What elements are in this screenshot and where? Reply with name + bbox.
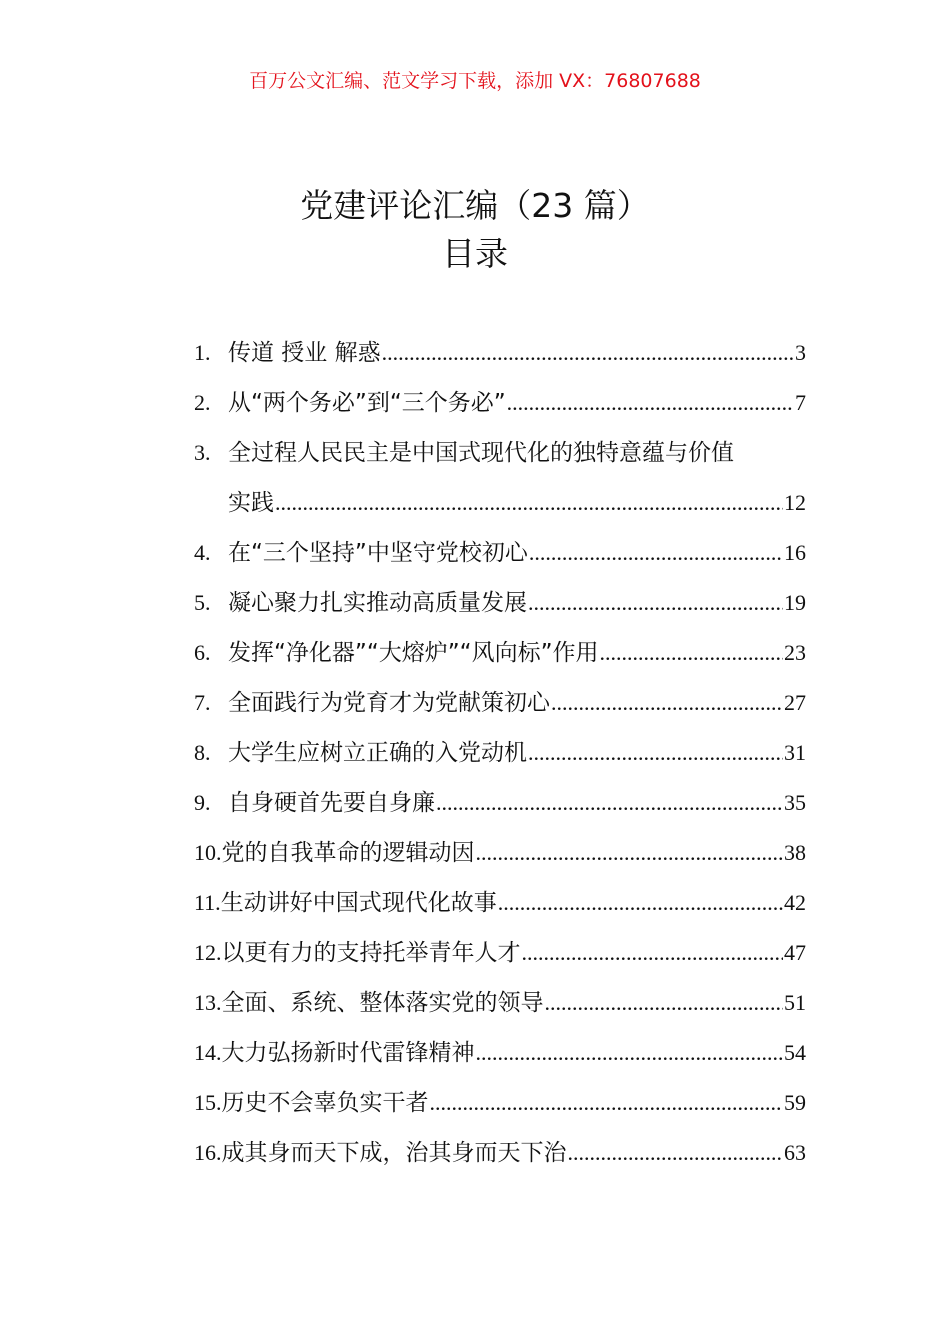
toc-entry-number: 5.	[194, 590, 211, 615]
toc-entry-page: 59	[784, 1090, 806, 1115]
toc-entry-title: 传道 授业 解惑	[228, 340, 381, 366]
toc-entry-page: 63	[784, 1140, 806, 1165]
toc-entry-title: 以更有力的支持托举青年人才	[221, 940, 521, 966]
document-title: 党建评论汇编（23 篇）	[300, 186, 650, 225]
toc-entry-title: 成其身而天下成，治其身而天下治	[221, 1140, 567, 1166]
toc-entry-page: 12	[784, 490, 806, 515]
toc-entry[interactable]	[194, 628, 806, 678]
toc-entry-number: 15.	[194, 1090, 222, 1115]
toc-entry-page: 19	[784, 590, 806, 615]
toc-entry-number: 11.	[194, 890, 221, 915]
toc-entry-page: 54	[784, 1040, 806, 1065]
toc-leader-dots	[476, 828, 784, 878]
toc-entry-number: 2.	[194, 390, 211, 415]
toc-entry[interactable]	[194, 328, 806, 378]
toc-entry[interactable]	[194, 378, 806, 428]
toc-leader-dots	[498, 878, 783, 928]
toc-entry-page: 23	[784, 640, 806, 665]
toc-entry-title: 历史不会辜负实干者	[221, 1090, 429, 1116]
toc-entry-title: 生动讲好中国式现代化故事	[220, 890, 497, 916]
toc-entry-number: 14.	[194, 1040, 222, 1065]
toc-entry-title: 全面践行为党育才为党献策初心	[228, 690, 550, 716]
toc-entry[interactable]	[194, 528, 806, 578]
toc-entry-page: 31	[784, 740, 806, 765]
toc-entry[interactable]	[194, 778, 806, 828]
toc-entry-page: 3	[795, 340, 806, 365]
toc-entry-title: 大学生应树立正确的入党动机	[228, 740, 527, 766]
toc-entry-page: 51	[784, 990, 806, 1015]
toc-entry-title-line2: 实践	[228, 490, 274, 516]
toc-leader-dots	[551, 678, 783, 728]
toc-entry-page: 16	[784, 540, 806, 565]
toc-entry-page: 38	[784, 840, 806, 865]
toc-entry[interactable]	[194, 878, 806, 928]
toc-entry[interactable]	[194, 828, 806, 878]
toc-entry-title: 从“两个务必”到“三个务必”	[228, 390, 506, 416]
toc-entry-number: 9.	[194, 790, 211, 815]
toc-entry-title: 党的自我革命的逻辑动因	[221, 840, 475, 866]
toc-leader-dots	[507, 378, 794, 428]
toc-leader-dots	[436, 778, 783, 828]
toc-entry[interactable]	[194, 978, 806, 1028]
toc-entry-title: 发挥“净化器”“大熔炉”“风向标”作用	[228, 640, 599, 666]
toc-leader-dots	[529, 528, 783, 578]
toc-leader-dots	[600, 628, 784, 678]
toc-leader-dots	[528, 728, 783, 778]
toc-entry-page: 35	[784, 790, 806, 815]
toc-leader-dots	[545, 978, 784, 1028]
toc-entry[interactable]	[194, 428, 806, 528]
header-contact-note: 百万公文汇编、范文学习下载，添加 VX：76807688	[249, 70, 701, 92]
toc-entry[interactable]	[194, 1028, 806, 1078]
toc-leader-dots	[430, 1078, 784, 1128]
toc-entry-page: 7	[795, 390, 806, 415]
toc-entry-number: 6.	[194, 640, 211, 665]
toc-entry-page: 47	[784, 940, 806, 965]
toc-entry-title-line1: 全过程人民民主是中国式现代化的独特意蕴与价值	[228, 440, 734, 466]
toc-entry[interactable]	[194, 1128, 806, 1178]
toc-entry[interactable]	[194, 928, 806, 978]
toc-entry-title: 全面、系统、整体落实党的领导	[221, 990, 544, 1016]
toc-entry-number: 16.	[194, 1140, 222, 1165]
toc-leader-dots	[522, 928, 784, 978]
toc-entry-page: 42	[784, 890, 806, 915]
toc-entry[interactable]	[194, 728, 806, 778]
toc-leader-dots	[382, 328, 794, 378]
toc-entry[interactable]	[194, 1078, 806, 1128]
toc-entry-number: 8.	[194, 740, 211, 765]
toc-entry-number: 12.	[194, 940, 222, 965]
toc-leader-dots	[476, 1028, 784, 1078]
toc-entry-title: 大力弘扬新时代雷锋精神	[221, 1040, 475, 1066]
toc-entry[interactable]	[194, 578, 806, 628]
toc-leader-dots	[568, 1128, 784, 1178]
toc-leader-dots	[275, 478, 783, 528]
toc-entry-page: 27	[784, 690, 806, 715]
toc-entry-number: 1.	[194, 340, 211, 365]
toc-entry-number: 4.	[194, 540, 211, 565]
toc-entry-title: 自身硬首先要自身廉	[228, 790, 435, 816]
table-of-contents	[194, 328, 806, 1178]
toc-entry-number: 13.	[194, 990, 222, 1015]
toc-entry-number: 7.	[194, 690, 211, 715]
toc-heading: 目录	[442, 234, 508, 273]
toc-entry-title: 在“三个坚持”中坚守党校初心	[228, 540, 528, 566]
toc-leader-dots	[528, 578, 783, 628]
toc-entry-title: 凝心聚力扎实推动高质量发展	[228, 590, 527, 616]
toc-entry-number: 10.	[194, 840, 222, 865]
toc-entry[interactable]	[194, 678, 806, 728]
toc-entry-number: 3.	[194, 440, 211, 465]
